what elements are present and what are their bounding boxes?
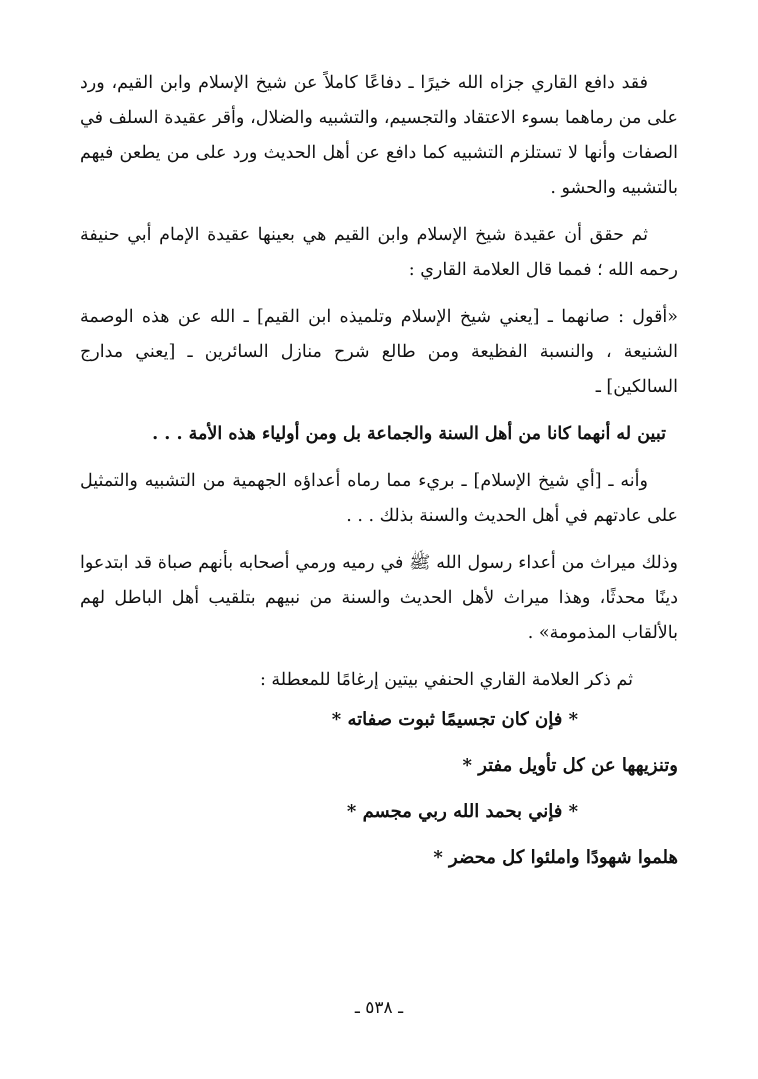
paragraph-quote-bold: تبين له أنهما كانا من أهل السنة والجماعة بل ومن أولياء هذه الأمة . . . — [152, 424, 666, 444]
verse-line-1: * فإن كان تجسيمًا ثبوت صفاته * — [331, 709, 578, 730]
page-body — [80, 66, 678, 872]
paragraph-creed: ثم حقق أن عقيدة شيخ الإسلام وابن القيم هي بعينها عقيدة الإمام أبي حنيفة رحمه الله ؛ فمما قال العلامة القاري : — [80, 225, 678, 280]
verse-line-4-text: هلموا شهودًا واملئوا كل محضر * — [433, 847, 678, 868]
page-number: ـ ٥٣٨ ـ — [354, 998, 404, 1018]
paragraph-defense: فقد دافع القاري جزاه الله خيرًا ـ دفاعًا كاملاً عن شيخ الإسلام وابن القيم، ورد على من رماهما بسوء الاعتقاد والتجسيم، والتشبيه والضلال، وأقر عقيدة السلف في الصفات وأنها لا تستلزم التشبيه كما دافع عن أهل الحديث ورد على من يطعن فيهم بالتشبيه والحشو . — [80, 73, 678, 198]
paragraph-quote-start: «أقول : صانهما ـ [يعني شيخ الإسلام وتلميذه ابن القيم] ـ الله عن هذه الوصمة الشنيعة ، والنسبة الفظيعة ومن طالع شرح منازل السائرين ـ [يعني مدارج السالكين] ـ — [80, 307, 678, 397]
paragraph-innocence: وأنه ـ [أي شيخ الإسلام] ـ بريء مما رماه أعداؤه الجهمية من التشبيه والتمثيل على عادتهم في أهل الحديث والسنة بذلك . . . — [80, 471, 678, 526]
verse-line-3: * فإني بحمد الله ربي مجسم * — [346, 801, 578, 822]
verse-line-4 — [198, 844, 678, 872]
verse-line-2 — [198, 752, 678, 780]
verses-intro: ثم ذكر العلامة القاري الحنفي بيتين إرغامًا للمعطلة : — [259, 670, 633, 690]
verse-line-2-text: وتنزيهها عن كل تأويل مفتر * — [462, 755, 678, 776]
paragraph-inheritance: وذلك ميراث من أعداء رسول الله ﷺ في رميه ورمي أصحابه بأنهم صباة قد ابتدعوا دينًا محدثًا، وهذا ميراث لأهل الحديث والسنة من نبيهم بتلقيب أهل الباطل لهم بالألقاب المذمومة» . — [80, 553, 678, 643]
